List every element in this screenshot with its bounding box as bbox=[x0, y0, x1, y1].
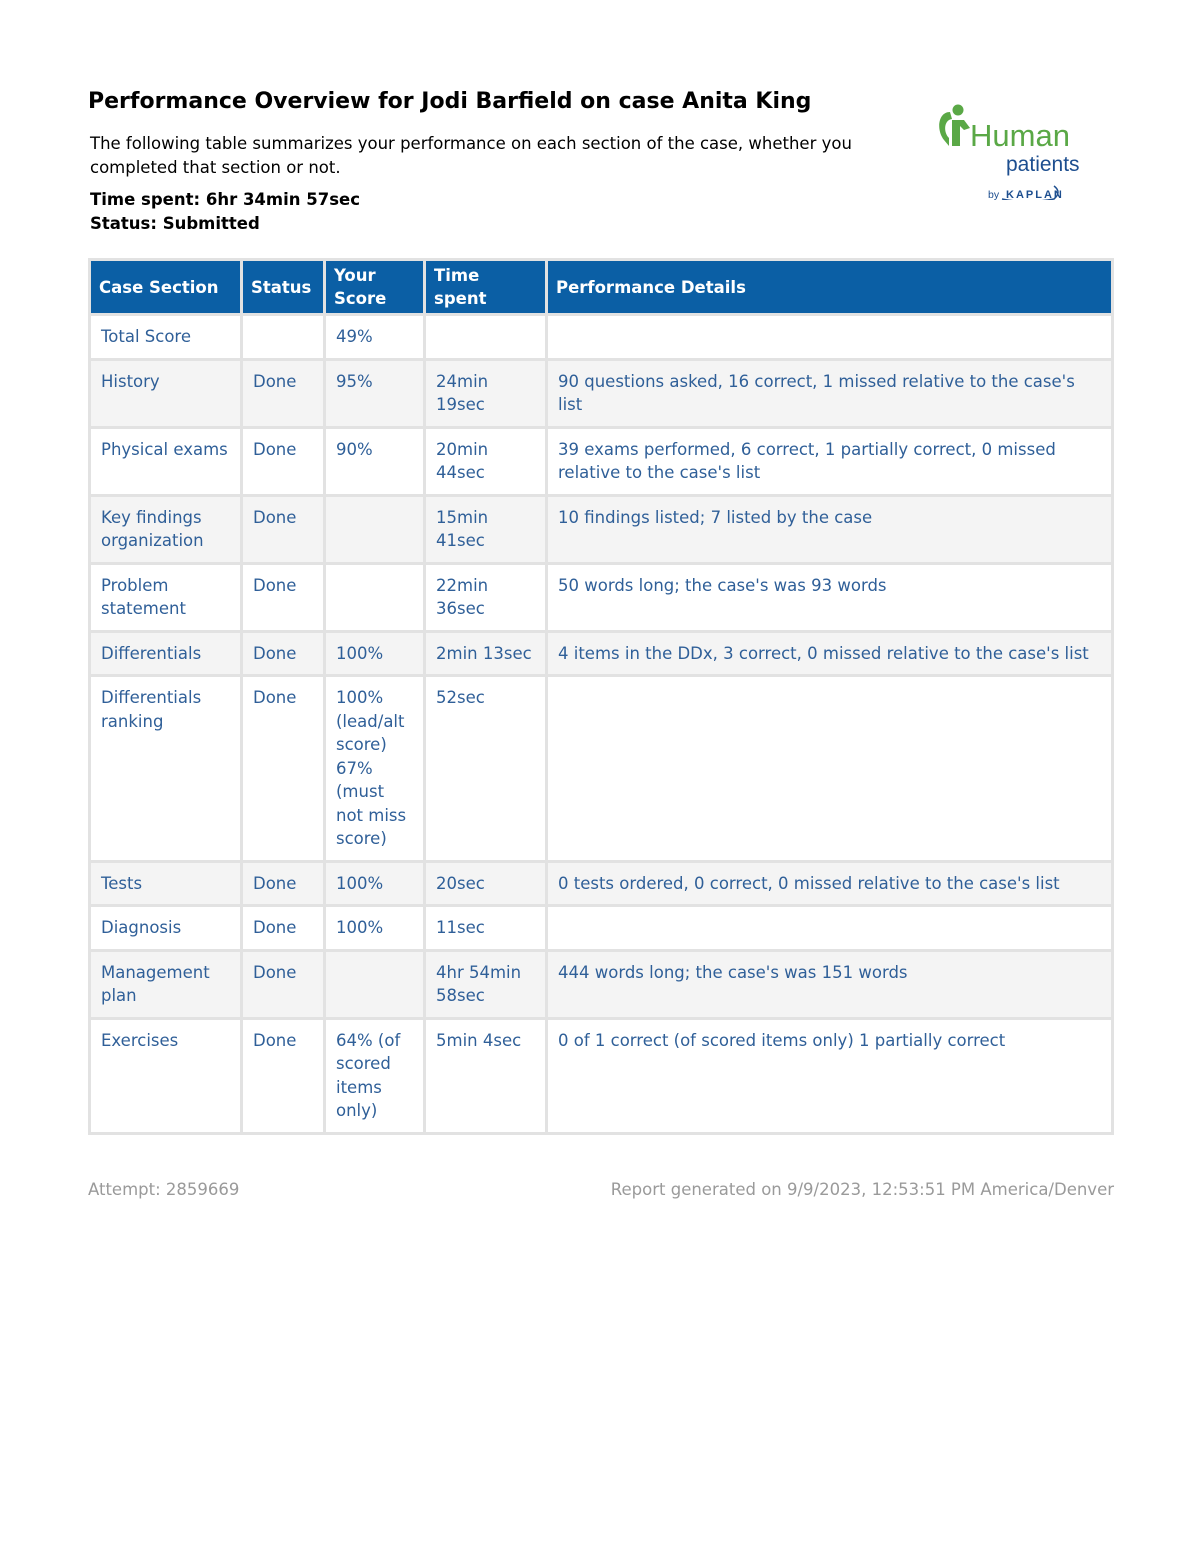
cell-status: Done bbox=[242, 495, 325, 563]
cell-section: Problem statement bbox=[90, 563, 242, 631]
cell-score: 95% bbox=[325, 359, 425, 427]
table-header-row bbox=[90, 260, 1113, 315]
cell-score bbox=[325, 563, 425, 631]
logo-brand-text: Human bbox=[970, 118, 1070, 153]
table-row bbox=[90, 631, 1113, 676]
cell-time bbox=[425, 315, 547, 360]
col-header-case-section: Case Section bbox=[90, 260, 242, 315]
ihuman-patients-logo bbox=[936, 100, 1116, 200]
cell-details: 0 of 1 correct (of scored items only) 1 partially correct bbox=[547, 1018, 1113, 1133]
cell-details: 10 findings listed; 7 listed by the case bbox=[547, 495, 1113, 563]
cell-section: Physical exams bbox=[90, 427, 242, 495]
table-row bbox=[90, 950, 1113, 1018]
cell-details: 50 words long; the case's was 93 words bbox=[547, 563, 1113, 631]
cell-status bbox=[242, 315, 325, 360]
cell-section: Diagnosis bbox=[90, 906, 242, 951]
cell-status: Done bbox=[242, 563, 325, 631]
table-row bbox=[90, 563, 1113, 631]
table-row bbox=[90, 427, 1113, 495]
col-header-status: Status bbox=[242, 260, 325, 315]
cell-score: 64% (of scored items only) bbox=[325, 1018, 425, 1133]
cell-details: 39 exams performed, 6 correct, 1 partially correct, 0 missed relative to the case's list bbox=[547, 427, 1113, 495]
cell-score: 90% bbox=[325, 427, 425, 495]
cell-details: 90 questions asked, 16 correct, 1 missed relative to the case's list bbox=[547, 359, 1113, 427]
cell-time: 52sec bbox=[425, 676, 547, 862]
performance-table bbox=[88, 258, 1114, 1135]
report-page bbox=[88, 86, 1114, 1199]
report-intro: The following table summarizes your performance on each section of the case, whether you completed that section or not. bbox=[90, 134, 852, 177]
cell-score bbox=[325, 495, 425, 563]
logo-sub-text: patients bbox=[1006, 153, 1080, 176]
logo-by-text: by bbox=[988, 189, 1000, 200]
col-header-time-spent: Time spent bbox=[425, 260, 547, 315]
cell-details: 4 items in the DDx, 3 correct, 0 missed relative to the case's list bbox=[547, 631, 1113, 676]
table-row bbox=[90, 1018, 1113, 1133]
cell-time: 2min 13sec bbox=[425, 631, 547, 676]
cell-score: 49% bbox=[325, 315, 425, 360]
cell-section: Exercises bbox=[90, 1018, 242, 1133]
cell-time: 20sec bbox=[425, 861, 547, 906]
cell-status: Done bbox=[242, 906, 325, 951]
col-header-performance-details: Performance Details bbox=[547, 260, 1113, 315]
logo-company-text: KAPLAN bbox=[1006, 189, 1064, 200]
attempt-id: Attempt: 2859669 bbox=[88, 1180, 240, 1199]
report-generated: Report generated on 9/9/2023, 12:53:51 PM America/Denver bbox=[610, 1180, 1114, 1199]
table-row bbox=[90, 861, 1113, 906]
report-footer bbox=[88, 1180, 1114, 1199]
cell-details: 0 tests ordered, 0 correct, 0 missed relative to the case's list bbox=[547, 861, 1113, 906]
cell-section: Total Score bbox=[90, 315, 242, 360]
table-row bbox=[90, 315, 1113, 360]
cell-score bbox=[325, 950, 425, 1018]
cell-status: Done bbox=[242, 861, 325, 906]
cell-status: Done bbox=[242, 1018, 325, 1133]
cell-status: Done bbox=[242, 427, 325, 495]
col-header-your-score: Your Score bbox=[325, 260, 425, 315]
cell-status: Done bbox=[242, 676, 325, 862]
cell-time: 4hr 54min 58sec bbox=[425, 950, 547, 1018]
cell-status: Done bbox=[242, 950, 325, 1018]
cell-time: 20min 44sec bbox=[425, 427, 547, 495]
table-row bbox=[90, 359, 1113, 427]
table-row bbox=[90, 676, 1113, 862]
time-spent: Time spent: 6hr 34min 57sec bbox=[90, 190, 361, 209]
cell-section: Tests bbox=[90, 861, 242, 906]
cell-score: 100% bbox=[325, 631, 425, 676]
cell-time: 22min 36sec bbox=[425, 563, 547, 631]
cell-score: 100% bbox=[325, 906, 425, 951]
table-row bbox=[90, 906, 1113, 951]
cell-section: Key findings organization bbox=[90, 495, 242, 563]
cell-time: 11sec bbox=[425, 906, 547, 951]
cell-time: 15min 41sec bbox=[425, 495, 547, 563]
cell-section: Differentials ranking bbox=[90, 676, 242, 862]
cell-status: Done bbox=[242, 359, 325, 427]
cell-time: 5min 4sec bbox=[425, 1018, 547, 1133]
cell-score: 100% (lead/alt score) 67% (must not miss score) bbox=[325, 676, 425, 862]
table-row bbox=[90, 495, 1113, 563]
cell-section: History bbox=[90, 359, 242, 427]
submission-status: Status: Submitted bbox=[90, 214, 260, 233]
cell-details bbox=[547, 315, 1113, 360]
cell-details bbox=[547, 676, 1113, 862]
cell-score: 100% bbox=[325, 861, 425, 906]
report-title: Performance Overview for Jodi Barfield on case Anita King bbox=[88, 89, 812, 114]
cell-section: Management plan bbox=[90, 950, 242, 1018]
cell-details: 444 words long; the case's was 151 words bbox=[547, 950, 1113, 1018]
cell-details bbox=[547, 906, 1113, 951]
cell-section: Differentials bbox=[90, 631, 242, 676]
cell-time: 24min 19sec bbox=[425, 359, 547, 427]
cell-status: Done bbox=[242, 631, 325, 676]
ihuman-mark-icon bbox=[939, 105, 970, 147]
